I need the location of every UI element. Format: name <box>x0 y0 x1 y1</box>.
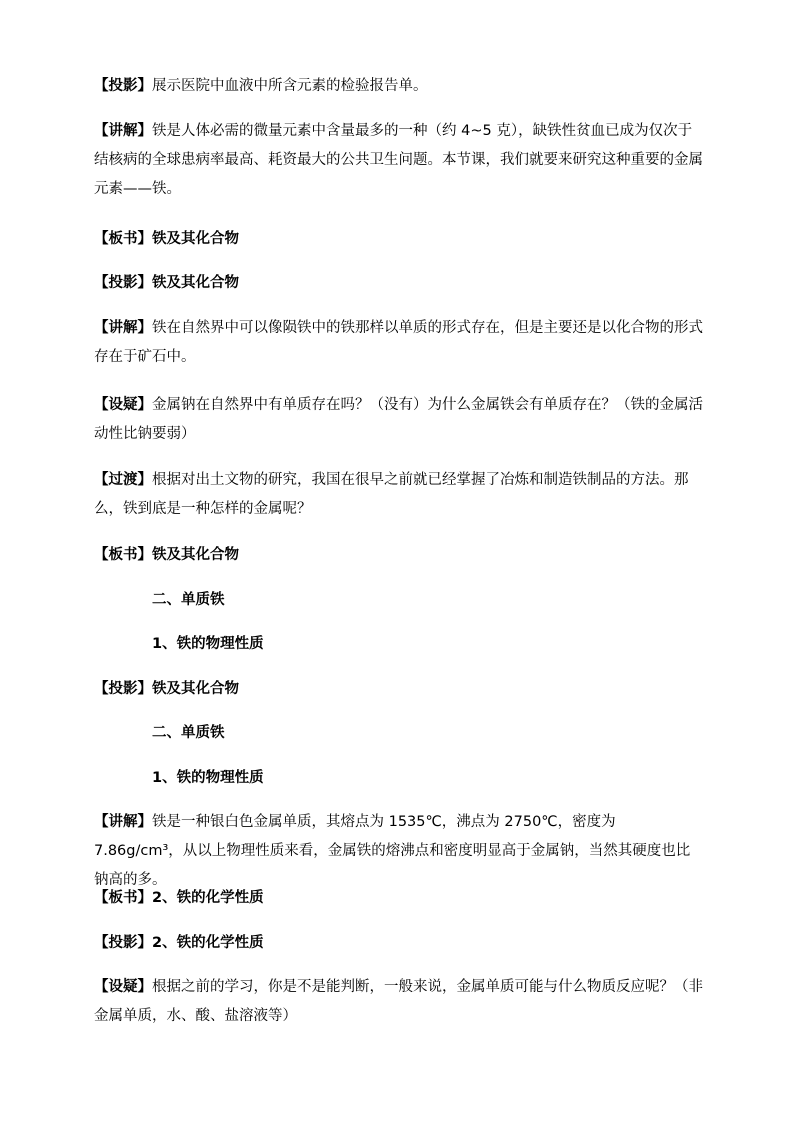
paragraph-tag: 【讲解】 <box>94 320 152 336</box>
paragraph-text: 展示医院中血液中所含元素的检验报告单。 <box>152 78 428 94</box>
paragraph-text: 二、单质铁 <box>152 592 225 608</box>
paragraph-tag: 【设疑】 <box>94 979 152 995</box>
paragraph-text: 根据对出土文物的研究，我国在很早之前就已经掌握了冶炼和制造铁制品的方法。那么，铁到底是一种怎样的金属呢？ <box>94 472 689 517</box>
paragraph-text: 金属钠在自然界中有单质存在吗？（没有）为什么金属铁会有单质存在？（铁的金属活动性比钠要弱） <box>94 397 703 442</box>
paragraph-projection-4 <box>94 929 704 958</box>
paragraph-board-3 <box>94 884 704 913</box>
paragraph-tag: 【投影】 <box>94 275 152 291</box>
paragraph-text: 铁是一种银白色金属单质，其熔点为 1535℃，沸点为 2750℃，密度为 7.86g/cm³，从以上物理性质来看，金属铁的熔沸点和密度明显高于金属钠，当然其硬度也比钠高的多。 <box>94 814 691 888</box>
paragraph-tag: 【投影】 <box>94 78 152 94</box>
paragraph-explanation-3 <box>94 808 704 895</box>
paragraph-board-2 <box>94 541 704 570</box>
paragraph-text: 2、铁的化学性质 <box>152 935 264 951</box>
paragraph-heading-physical-properties-2 <box>152 764 762 793</box>
paragraph-projection-3 <box>94 675 704 704</box>
paragraph-projection-1 <box>94 72 704 101</box>
paragraph-tag: 【板书】 <box>94 890 152 906</box>
paragraph-question-2 <box>94 973 704 1031</box>
paragraph-text: 铁在自然界中可以像陨铁中的铁那样以单质的形式存在，但是主要还是以化合物的形式存在于矿石中。 <box>94 320 703 365</box>
paragraph-text: 铁及其化合物 <box>152 231 239 247</box>
paragraph-question-1 <box>94 391 704 449</box>
paragraph-text: 根据之前的学习，你是不是能判断，一般来说，金属单质可能与什么物质反应呢？（非金属单质，水、酸、盐溶液等） <box>94 979 703 1024</box>
paragraph-tag: 【板书】 <box>94 231 152 247</box>
paragraph-heading-elemental-iron-2 <box>152 719 762 748</box>
paragraph-explanation-1 <box>94 117 704 204</box>
paragraph-tag: 【投影】 <box>94 681 152 697</box>
paragraph-tag: 【过渡】 <box>94 472 152 488</box>
paragraph-board-1 <box>94 225 704 254</box>
paragraph-text: 铁及其化合物 <box>152 681 239 697</box>
paragraph-text: 1、铁的物理性质 <box>152 636 264 652</box>
paragraph-explanation-2 <box>94 314 704 372</box>
paragraph-transition-1 <box>94 466 704 524</box>
paragraph-text: 铁及其化合物 <box>152 547 239 563</box>
paragraph-text: 铁及其化合物 <box>152 275 239 291</box>
paragraph-tag: 【讲解】 <box>94 123 152 139</box>
paragraph-tag: 【讲解】 <box>94 814 152 830</box>
paragraph-text: 1、铁的物理性质 <box>152 770 264 786</box>
paragraph-text: 铁是人体必需的微量元素中含量最多的一种（约 4~5 克），缺铁性贫血已成为仅次于结核病的全球患病率最高、耗资最大的公共卫生问题。本节课，我们就要来研究这种重要的金属元素——铁。 <box>94 123 703 197</box>
paragraph-tag: 【板书】 <box>94 547 152 563</box>
paragraph-heading-physical-properties-1 <box>152 630 762 659</box>
paragraph-tag: 【投影】 <box>94 935 152 951</box>
paragraph-text: 2、铁的化学性质 <box>152 890 264 906</box>
paragraph-projection-2 <box>94 269 704 298</box>
paragraph-heading-elemental-iron-1 <box>152 586 762 615</box>
paragraph-text: 二、单质铁 <box>152 725 225 741</box>
paragraph-tag: 【设疑】 <box>94 397 152 413</box>
